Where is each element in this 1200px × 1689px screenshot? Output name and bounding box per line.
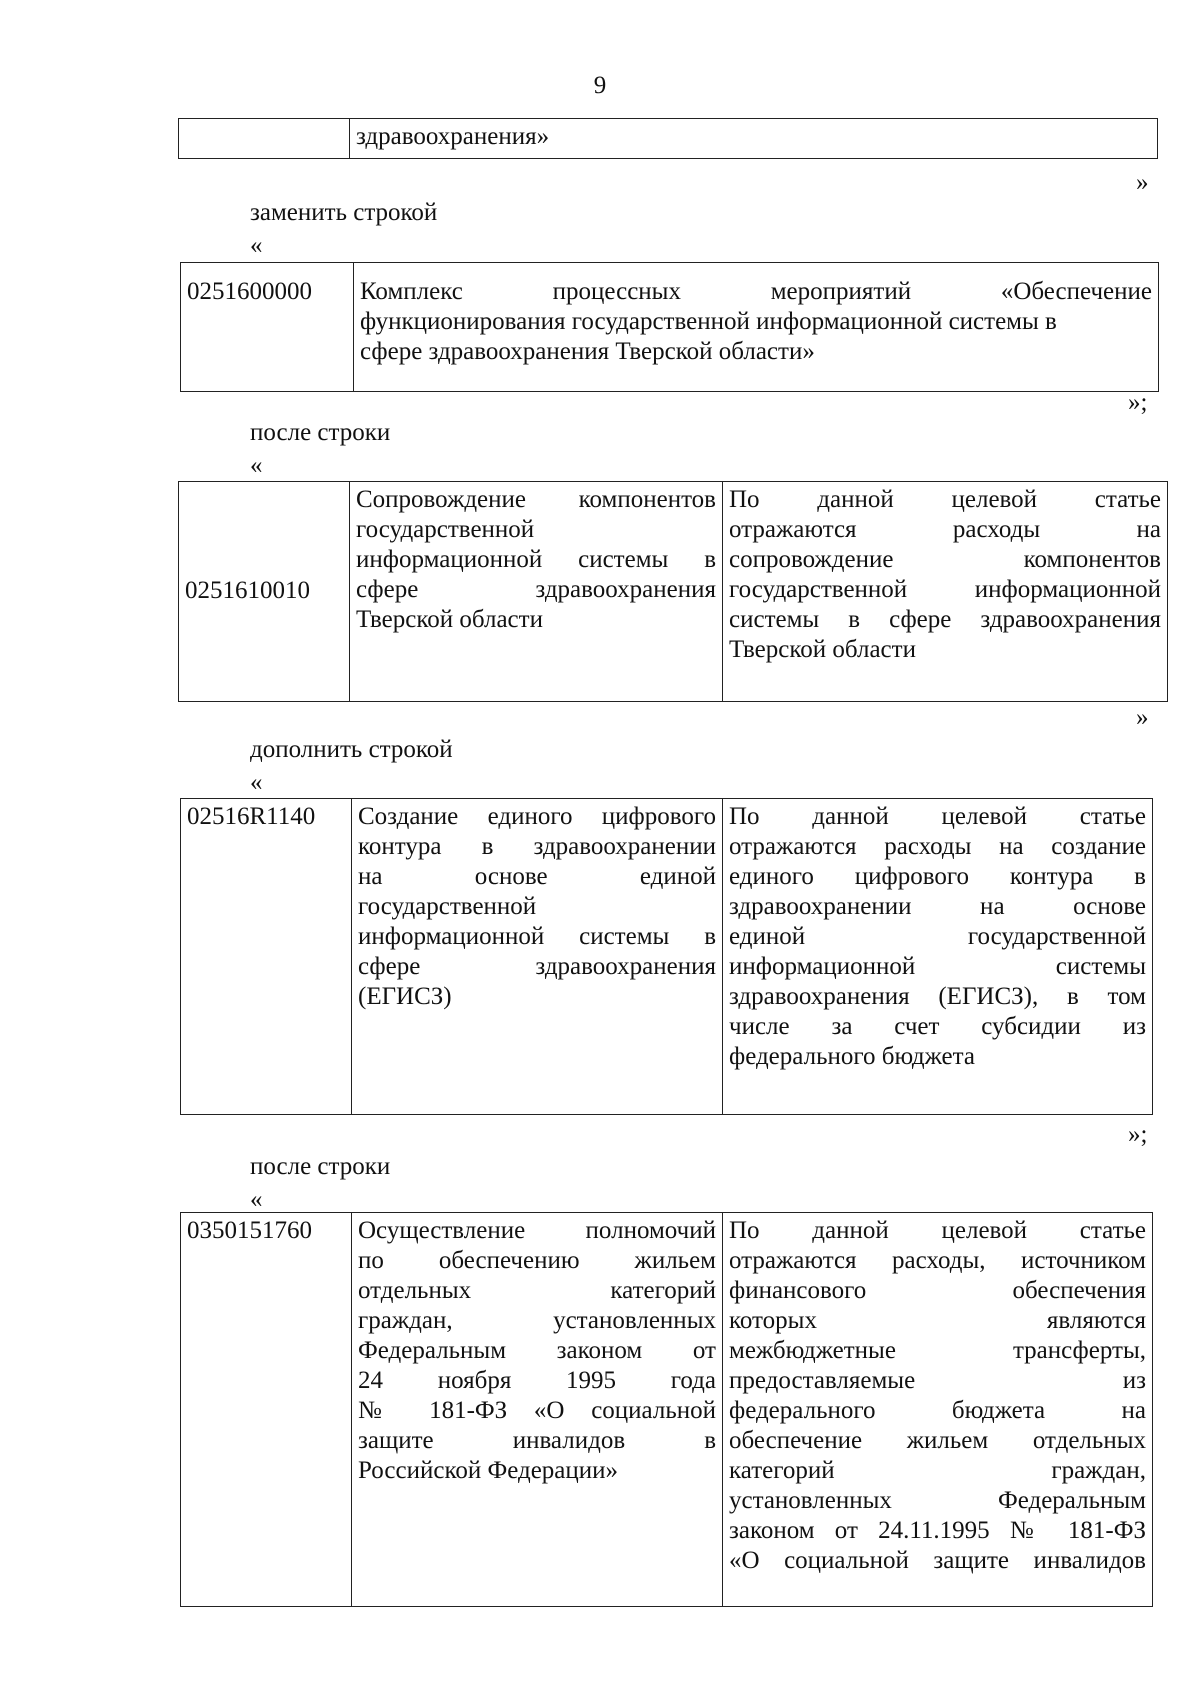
desc-line: финансового обеспечения: [729, 1277, 1146, 1304]
table-row: [179, 482, 1168, 702]
name-line: 24 ноября 1995 года: [358, 1367, 716, 1394]
desc-line: категорий граждан,: [729, 1457, 1146, 1484]
code-cell: 0251610010: [179, 482, 350, 702]
desc-line: отражаются расходы, источником: [729, 1247, 1146, 1274]
name-line: контура в здравоохранении: [358, 833, 716, 860]
closing-quote: »;: [1128, 1121, 1148, 1148]
closing-quote: »: [1136, 704, 1149, 731]
desc-line: обеспечение жильем отдельных: [729, 1427, 1146, 1454]
desc-line: отражаются расходы на: [729, 516, 1161, 543]
name-line: № 181-ФЗ «О социальной: [358, 1397, 716, 1424]
name-line: Тверской области: [356, 606, 543, 633]
table-row: [181, 799, 1153, 1115]
table-row: [181, 1213, 1153, 1607]
opening-quote: «: [250, 232, 263, 259]
name-line: по обеспечению жильем: [358, 1247, 716, 1274]
instruction-text: после строки: [250, 1153, 391, 1180]
desc-line: По данной целевой статье: [729, 1217, 1146, 1244]
desc-line: которых являются: [729, 1307, 1146, 1334]
code-cell: [179, 119, 350, 159]
name-line: информационной системы в: [356, 546, 716, 573]
name-line: на основе единой: [358, 863, 716, 890]
closing-quote: »;: [1128, 389, 1148, 416]
desc-line: единой государственной: [729, 923, 1146, 950]
desc-line: предоставляемые из: [729, 1367, 1146, 1394]
name-cell: [352, 799, 723, 1115]
name-line: информационной системы в: [358, 923, 716, 950]
table-row: [181, 263, 1159, 392]
name-line: государственной: [358, 893, 537, 920]
table-replacement: [180, 262, 1159, 392]
desc-line: единого цифрового контура в: [729, 863, 1146, 890]
opening-quote: «: [250, 452, 263, 479]
desc-line: здравоохранении на основе: [729, 893, 1146, 920]
name-cell: [350, 482, 723, 702]
name-line: функционирования государственной информационной системы в: [360, 308, 1057, 335]
desc-line: системы в сфере здравоохранения: [729, 606, 1161, 633]
desc-line: «О социальной защите инвалидов: [729, 1547, 1146, 1574]
name-line: Создание единого цифрового: [358, 803, 716, 830]
table-after-row-2: [180, 1212, 1153, 1607]
opening-quote: «: [250, 769, 263, 796]
table-row: [179, 119, 1158, 159]
name-line: государственной: [356, 516, 535, 543]
code-cell: 02516R1140: [181, 799, 352, 1115]
name-cell: [352, 1213, 723, 1607]
instruction-text: после строки: [250, 419, 391, 446]
code-cell: 0350151760: [181, 1213, 352, 1607]
desc-line: По данной целевой статье: [729, 803, 1146, 830]
desc-line: информационной системы: [729, 953, 1146, 980]
name-line: защите инвалидов в: [358, 1427, 716, 1454]
name-line: Сопровождение компонентов: [356, 486, 716, 513]
name-line: сфере здравоохранения: [356, 576, 716, 603]
name-line: отдельных категорий: [358, 1277, 716, 1304]
desc-line: сопровождение компонентов: [729, 546, 1161, 573]
name-line: Российской Федерации»: [358, 1457, 619, 1484]
name-cell: [354, 263, 1159, 392]
table-addition: [180, 798, 1153, 1115]
description-cell: [723, 799, 1153, 1115]
name-line: Комплекс процессных мероприятий «Обеспечение: [360, 278, 1152, 305]
desc-line: государственной информационной: [729, 576, 1161, 603]
name-line: граждан, установленных: [358, 1307, 716, 1334]
desc-line: Тверской области: [729, 636, 916, 663]
desc-line: отражаются расходы на создание: [729, 833, 1146, 860]
opening-quote: «: [250, 1186, 263, 1213]
desc-line: федерального бюджета на: [729, 1397, 1146, 1424]
desc-line: здравоохранения (ЕГИСЗ), в том: [729, 983, 1146, 1010]
desc-line: федерального бюджета: [729, 1043, 975, 1070]
name-line: (ЕГИСЗ): [358, 983, 452, 1010]
desc-line: межбюджетные трансферты,: [729, 1337, 1146, 1364]
desc-line: установленных Федеральным: [729, 1487, 1146, 1514]
name-line: сфере здравоохранения Тверской области»: [360, 338, 815, 365]
instruction-text: заменить строкой: [250, 199, 438, 226]
name-line: Федеральным законом от: [358, 1337, 716, 1364]
table-after-row-1: [178, 481, 1168, 702]
closing-quote: »: [1136, 169, 1149, 196]
name-line: Осуществление полномочий: [358, 1217, 716, 1244]
desc-line: По данной целевой статье: [729, 486, 1161, 513]
table-continuation: [178, 118, 1158, 159]
desc-line: законом от 24.11.1995 № 181-ФЗ: [729, 1517, 1146, 1544]
code-cell: 0251600000: [181, 263, 354, 392]
instruction-text: дополнить строкой: [250, 736, 453, 763]
desc-line: числе за счет субсидии из: [729, 1013, 1146, 1040]
description-cell: [723, 1213, 1153, 1607]
description-cell: [723, 482, 1168, 702]
page-number: 9: [593, 72, 607, 99]
name-cell: здравоохранения»: [350, 119, 1158, 159]
name-line: сфере здравоохранения: [358, 953, 716, 980]
